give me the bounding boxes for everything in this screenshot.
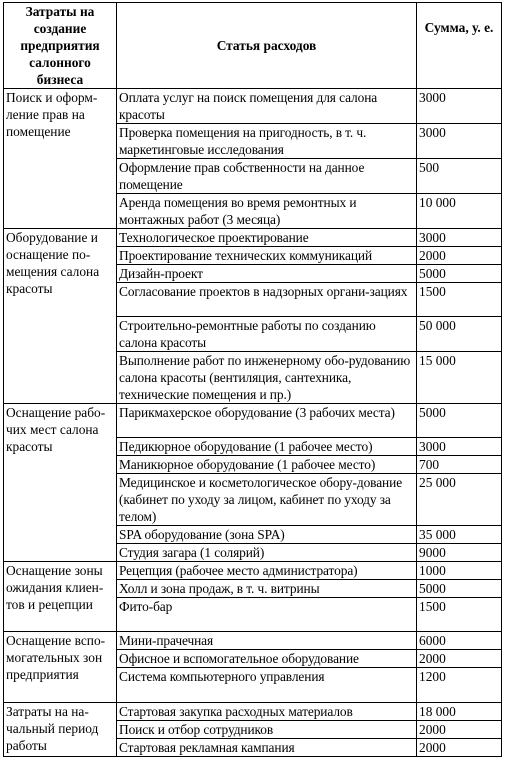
expense-item-cell: Стартовая рекламная кампания bbox=[117, 739, 417, 757]
expense-item-cell: Согласование проектов в надзорных органи-зациях bbox=[117, 283, 417, 317]
table-body bbox=[4, 89, 502, 757]
expense-item-cell: Аренда помещения во время ремонтных и монтажных работ (3 месяца) bbox=[117, 194, 417, 229]
amount-cell: 9000 bbox=[417, 544, 502, 562]
expense-item-cell: Педикюрное оборудование (1 рабочее место) bbox=[117, 438, 417, 456]
expense-item-cell: Система компьютерного управления bbox=[117, 668, 417, 703]
table-row bbox=[4, 404, 502, 438]
category-cell: Оснащение вспо-могательных зон предприятия bbox=[4, 632, 117, 703]
amount-cell: 25 000 bbox=[417, 474, 502, 526]
amount-cell: 5000 bbox=[417, 404, 502, 438]
expense-item-cell: Технологическое проектирование bbox=[117, 229, 417, 247]
amount-cell: 3000 bbox=[417, 124, 502, 159]
expense-item-cell: Оплата услуг на поиск помещения для салона красоты bbox=[117, 89, 417, 124]
header-row bbox=[4, 3, 502, 89]
amount-cell: 3000 bbox=[417, 438, 502, 456]
amount-cell: 2000 bbox=[417, 739, 502, 757]
category-cell: Поиск и оформ-ление прав на помещение bbox=[4, 89, 117, 229]
expense-item-cell: Мини-прачечная bbox=[117, 632, 417, 650]
amount-cell: 700 bbox=[417, 456, 502, 474]
expense-item-cell: Поиск и отбор сотрудников bbox=[117, 721, 417, 739]
amount-cell: 1500 bbox=[417, 283, 502, 317]
amount-cell: 35 000 bbox=[417, 526, 502, 544]
amount-cell: 50 000 bbox=[417, 317, 502, 352]
amount-cell: 5000 bbox=[417, 580, 502, 598]
expense-item-cell: Дизайн-проект bbox=[117, 265, 417, 283]
header-category: Затраты на создание предприятия салонного бизнеса bbox=[4, 3, 117, 89]
expense-item-cell: Проектирование технических коммуникаций bbox=[117, 247, 417, 265]
amount-cell: 5000 bbox=[417, 265, 502, 283]
amount-cell: 1200 bbox=[417, 668, 502, 703]
header-item: Статья расходов bbox=[117, 3, 417, 89]
amount-cell: 500 bbox=[417, 159, 502, 194]
expense-item-cell: Оформление прав собственности на данное помещение bbox=[117, 159, 417, 194]
amount-cell: 6000 bbox=[417, 632, 502, 650]
table-row bbox=[4, 703, 502, 721]
table-row bbox=[4, 632, 502, 650]
expense-item-cell: Строительно-ремонтные работы по созданию салона красоты bbox=[117, 317, 417, 352]
amount-cell: 18 000 bbox=[417, 703, 502, 721]
amount-cell: 3000 bbox=[417, 229, 502, 247]
expense-item-cell: Проверка помещения на пригодность, в т. ч. маркетинговые исследования bbox=[117, 124, 417, 159]
expense-item-cell: Фито-бар bbox=[117, 598, 417, 632]
amount-cell: 1000 bbox=[417, 562, 502, 580]
expense-item-cell: Рецепция (рабочее место администратора) bbox=[117, 562, 417, 580]
header-amount: Сумма, у. е. bbox=[417, 3, 502, 89]
expense-item-cell: Парикмахерское оборудование (3 рабочих места) bbox=[117, 404, 417, 438]
expense-item-cell: Холл и зона продаж, в т. ч. витрины bbox=[117, 580, 417, 598]
amount-cell: 2000 bbox=[417, 247, 502, 265]
amount-cell: 2000 bbox=[417, 650, 502, 668]
category-cell: Затраты на на-чальный период работы bbox=[4, 703, 117, 757]
category-cell: Оснащение рабо-чих мест салона красоты bbox=[4, 404, 117, 562]
expense-item-cell: SPA оборудование (зона SPA) bbox=[117, 526, 417, 544]
table-row bbox=[4, 89, 502, 124]
table-row bbox=[4, 562, 502, 580]
amount-cell: 2000 bbox=[417, 721, 502, 739]
expense-item-cell: Выполнение работ по инженерному обо-рудованию салона красоты (вентиляция, сантехника, технические помещения и пр.) bbox=[117, 352, 417, 404]
category-cell: Оборудование и оснащение по-мещения салона красоты bbox=[4, 229, 117, 404]
amount-cell: 10 000 bbox=[417, 194, 502, 229]
expense-item-cell: Маникюрное оборудование (1 рабочее место) bbox=[117, 456, 417, 474]
table-row bbox=[4, 229, 502, 247]
expense-item-cell: Стартовая закупка расходных материалов bbox=[117, 703, 417, 721]
amount-cell: 1500 bbox=[417, 598, 502, 632]
amount-cell: 3000 bbox=[417, 89, 502, 124]
amount-cell: 15 000 bbox=[417, 352, 502, 404]
expense-item-cell: Медицинское и косметологическое обору-дование (кабинет по уходу за лицом, кабинет по уходу за телом) bbox=[117, 474, 417, 526]
expense-item-cell: Студия загара (1 солярий) bbox=[117, 544, 417, 562]
category-cell: Оснащение зоны ожидания клиен-тов и рецепции bbox=[4, 562, 117, 632]
cost-table bbox=[3, 2, 502, 757]
expense-item-cell: Офисное и вспомогательное оборудование bbox=[117, 650, 417, 668]
